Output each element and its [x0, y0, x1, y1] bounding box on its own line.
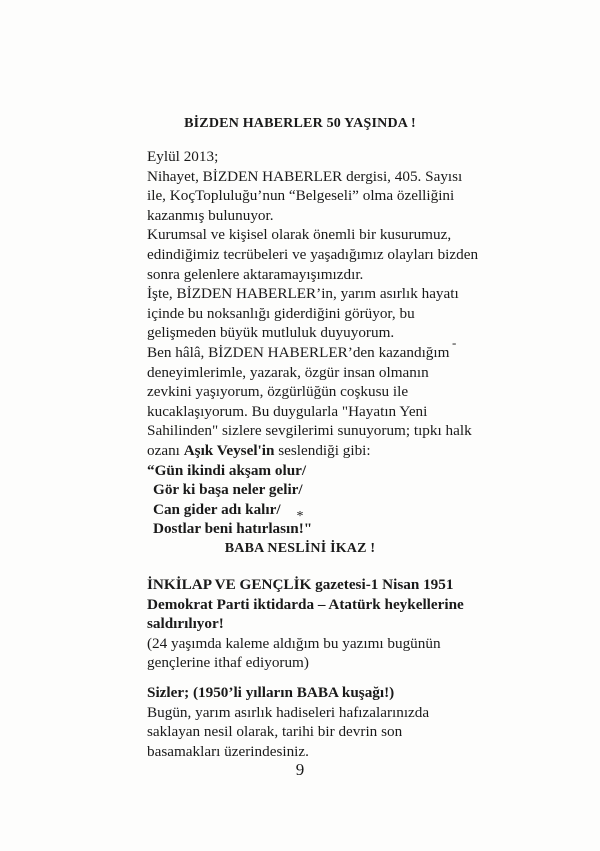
note-line: gençlerine ithaf ediyorum)	[147, 654, 309, 672]
text-line-veysel	[147, 441, 487, 461]
heading-baba-nesli: BABA NESLİNİ İKAZ !	[224, 541, 376, 556]
text-line: sonra gelenlere aktaramayışımızdır.	[147, 265, 364, 283]
text-line: ile, KoçTopluluğu’nun “Belgeseli” olma özelliğini	[147, 187, 455, 205]
text-line: kucaklaşıyorum. Bu duygularla "Hayatın Yeni	[147, 402, 428, 420]
text-line: Eylül 2013;	[147, 148, 219, 165]
section3-text	[147, 683, 487, 761]
newspaper-name: İNKİLAP VE GENÇLİK	[147, 576, 312, 593]
section1-text	[147, 147, 487, 539]
text-line: Kurumsal ve kişisel olarak önemli bir kusurumuz,	[147, 226, 452, 244]
text-prefix: ozanı	[147, 441, 184, 459]
text-line: deneyimlerimle, yazarak, özgür insan olmanın	[147, 363, 429, 381]
text-line: Ben hâlâ, BİZDEN HABERLER’den kazandığım	[147, 343, 450, 361]
text-line: kazanmış bulunuyor.	[147, 206, 274, 224]
poem-line: Dostlar beni hatırlasın!"	[153, 520, 313, 538]
newspaper-line	[147, 575, 487, 595]
text-line: Nihayet, BİZDEN HABERLER dergisi, 405. Sayısı	[147, 167, 463, 185]
text-line: gelişmeden büyük mutluluk duyuyorum.	[147, 324, 395, 342]
text-line: Sahilinden" sizlere sevgilerimi sunuyorum; tıpkı halk	[147, 422, 472, 440]
poet-name: Aşık Veysel'in	[183, 441, 275, 459]
note-line: (24 yaşımda kaleme aldığım bu yazımı bugünün	[147, 634, 441, 652]
text-suffix: seslendiği gibi:	[274, 441, 371, 459]
heading-bizden-haberler: BİZDEN HABERLER 50 YAŞINDA !	[184, 116, 416, 131]
newspaper-date: gazetesi-1 Nisan 1951	[311, 576, 454, 593]
text-line: edindiğimiz tecrübeleri ve yaşadığımız olayları bizden	[147, 245, 479, 263]
text-line: Bugün, yarım asırlık hadiseleri hafızalarınızda	[147, 703, 430, 721]
section3-heading: Sizler; (1950’li yılların BABA kuşağı!)	[147, 684, 395, 701]
page-number: 9	[295, 760, 305, 779]
text-line: içinde bu noksanlığı giderdiğini görüyor, bu	[147, 304, 415, 322]
separator-asterisk: *	[296, 509, 304, 524]
text-line: İşte, BİZDEN HABERLER’in, yarım asırlık hayatı	[147, 285, 459, 303]
section2-text	[147, 575, 487, 673]
headline-line: Demokrat Parti iktidarda – Atatürk heykellerine	[147, 595, 464, 613]
headline-line: saldırılıyor!	[147, 615, 224, 633]
poem-line: Can gider adı kalır/	[153, 500, 281, 518]
text-line: zevkini yaşıyorum, özgürlüğün coşkusu ile	[147, 383, 409, 401]
stray-dash: -	[452, 335, 457, 350]
text-line: basamakları üzerindesiniz.	[147, 742, 309, 760]
text-line: saklayan nesil olarak, tarihi bir devrin son	[147, 723, 403, 741]
poem-line: Gör ki başa neler gelir/	[153, 481, 303, 499]
poem-line: “Gün ikindi akşam olur/	[147, 461, 307, 479]
